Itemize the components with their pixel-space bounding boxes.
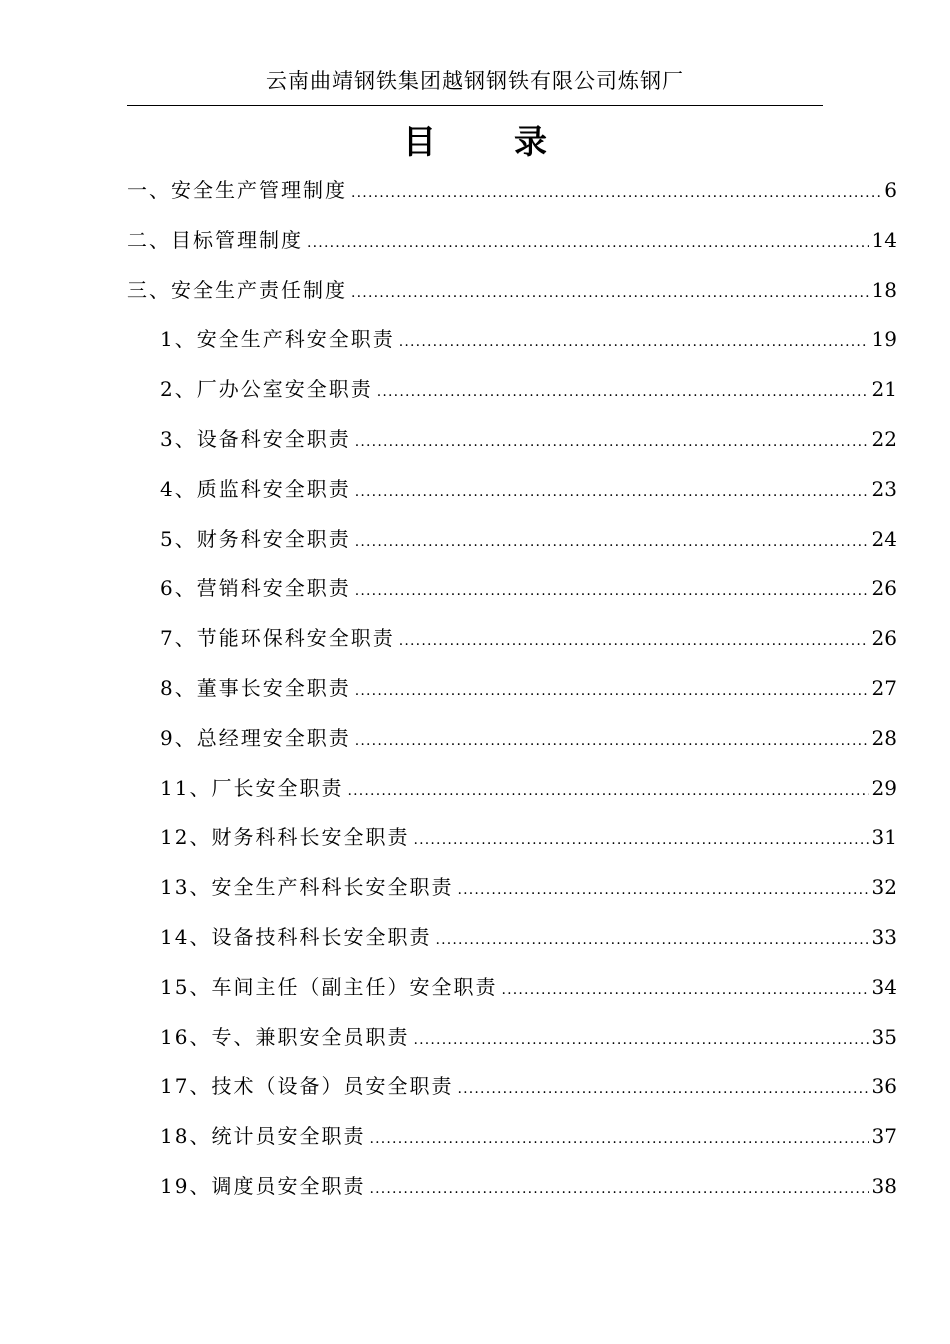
toc-entry[interactable] <box>127 315 897 365</box>
toc-entry[interactable] <box>127 863 897 913</box>
toc-entry-page-number: 29 <box>871 775 897 800</box>
toc-entry[interactable] <box>127 913 897 963</box>
toc-entry-label: 9、总经理安全职责 <box>160 725 351 750</box>
toc-dot-leader <box>355 667 869 717</box>
toc-entry-page-number: 22 <box>871 426 897 451</box>
toc-entry-label: 19、调度员安全职责 <box>160 1173 366 1198</box>
toc-entry[interactable] <box>127 1112 897 1162</box>
toc-entry-label: 3、设备科安全职责 <box>160 426 351 451</box>
toc-dot-leader <box>355 518 869 568</box>
toc-entry[interactable] <box>127 963 897 1013</box>
toc-entry[interactable] <box>127 216 897 266</box>
toc-dot-leader <box>355 418 869 468</box>
toc-dot-leader <box>457 1065 868 1115</box>
toc-dot-leader <box>399 617 869 667</box>
toc-entry-page-number: 37 <box>871 1124 897 1149</box>
header-divider <box>127 105 823 106</box>
toc-entry-label: 三、安全生产责任制度 <box>127 277 347 302</box>
toc-entry-label: 6、营销科安全职责 <box>160 576 351 601</box>
toc-entry-page-number: 36 <box>871 1074 897 1099</box>
page-header-company: 云南曲靖钢铁集团越钢钢铁有限公司炼钢厂 <box>266 69 684 93</box>
toc-entry-label: 11、厂长安全职责 <box>160 775 344 800</box>
toc-entry[interactable] <box>127 1062 897 1112</box>
toc-entry-label: 18、统计员安全职责 <box>160 1124 366 1149</box>
toc-entry-page-number: 26 <box>871 626 897 651</box>
toc-entry-page-number: 32 <box>871 875 897 900</box>
toc-title <box>0 118 950 166</box>
toc-entry-label: 8、董事长安全职责 <box>160 675 351 700</box>
toc-entry-page-number: 18 <box>871 277 897 302</box>
toc-list <box>127 166 897 1212</box>
toc-entry[interactable] <box>127 515 897 565</box>
toc-entry-label: 17、技术（设备）员安全职责 <box>160 1074 454 1099</box>
toc-dot-leader <box>351 269 869 319</box>
toc-entry[interactable] <box>127 365 897 415</box>
toc-entry[interactable] <box>127 1162 897 1212</box>
toc-dot-leader <box>351 169 881 219</box>
toc-dot-leader <box>413 816 868 866</box>
toc-entry[interactable] <box>127 813 897 863</box>
toc-entry-page-number: 33 <box>871 924 897 949</box>
toc-entry-label: 4、质监科安全职责 <box>160 476 351 501</box>
toc-entry[interactable] <box>127 415 897 465</box>
toc-dot-leader <box>355 717 869 767</box>
toc-dot-leader <box>413 1016 868 1066</box>
toc-entry-page-number: 23 <box>871 476 897 501</box>
toc-entry-page-number: 21 <box>871 377 897 402</box>
toc-entry[interactable] <box>127 614 897 664</box>
toc-dot-leader <box>355 468 869 518</box>
toc-entry-page-number: 27 <box>871 675 897 700</box>
toc-entry[interactable] <box>127 564 897 614</box>
toc-entry-label: 15、车间主任（副主任）安全职责 <box>160 974 498 999</box>
toc-entry[interactable] <box>127 714 897 764</box>
toc-dot-leader <box>501 966 868 1016</box>
toc-entry-label: 5、财务科安全职责 <box>160 526 351 551</box>
toc-entry-page-number: 35 <box>871 1024 897 1049</box>
toc-entry-page-number: 19 <box>871 327 897 352</box>
toc-dot-leader <box>369 1115 868 1165</box>
toc-entry-page-number: 26 <box>871 576 897 601</box>
toc-entry[interactable] <box>127 764 897 814</box>
toc-title-char-2: 录 <box>514 122 547 161</box>
toc-entry-label: 2、厂办公室安全职责 <box>160 377 373 402</box>
toc-entry-page-number: 34 <box>871 974 897 999</box>
toc-entry-label: 16、专、兼职安全员职责 <box>160 1024 410 1049</box>
toc-entry-page-number: 38 <box>871 1173 897 1198</box>
toc-entry[interactable] <box>127 465 897 515</box>
toc-dot-leader <box>377 368 869 418</box>
toc-entry[interactable] <box>127 1013 897 1063</box>
toc-entry-page-number: 31 <box>871 825 897 850</box>
toc-entry-label: 二、目标管理制度 <box>127 227 303 252</box>
toc-dot-leader <box>369 1165 868 1215</box>
toc-dot-leader <box>457 866 868 916</box>
toc-entry-label: 12、财务科科长安全职责 <box>160 825 410 850</box>
toc-entry-page-number: 28 <box>871 725 897 750</box>
toc-entry-page-number: 14 <box>871 227 897 252</box>
toc-entry[interactable] <box>127 266 897 316</box>
toc-entry-label: 7、节能环保科安全职责 <box>160 626 395 651</box>
toc-dot-leader <box>435 916 868 966</box>
toc-entry-label: 14、设备技科科长安全职责 <box>160 924 432 949</box>
toc-entry-label: 一、安全生产管理制度 <box>127 178 347 202</box>
toc-entry[interactable] <box>127 664 897 714</box>
toc-entry-page-number: 24 <box>871 526 897 551</box>
toc-entry-page-number: 6 <box>884 178 897 202</box>
toc-entry-label: 13、安全生产科科长安全职责 <box>160 875 454 900</box>
toc-entry-label: 1、安全生产科安全职责 <box>160 327 395 352</box>
toc-dot-leader <box>355 567 869 617</box>
toc-entry[interactable] <box>127 166 897 216</box>
toc-dot-leader <box>307 219 869 269</box>
toc-dot-leader <box>399 318 869 368</box>
toc-dot-leader <box>347 767 868 817</box>
toc-title-char-1: 目 <box>403 122 436 161</box>
